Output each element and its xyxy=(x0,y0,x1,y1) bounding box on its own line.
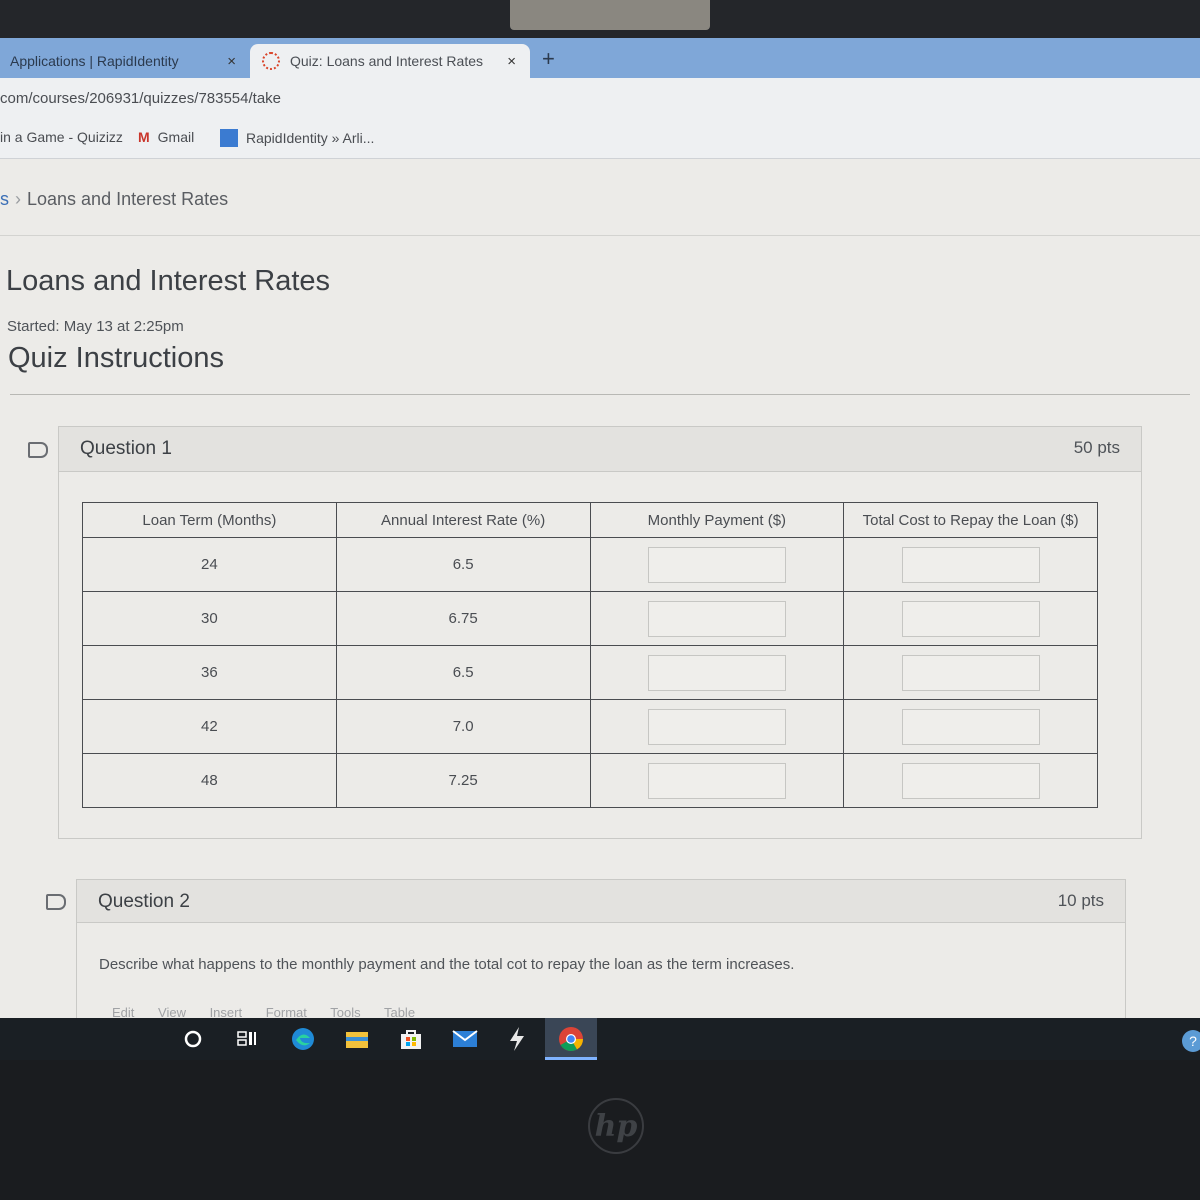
question-1 xyxy=(58,426,1142,839)
breadcrumb-current[interactable]: Loans and Interest Rates xyxy=(27,189,229,209)
table-row xyxy=(83,700,1098,754)
loan-term-cell: 36 xyxy=(83,646,337,700)
help-icon[interactable]: ? xyxy=(1182,1030,1200,1052)
monthly-payment-input[interactable] xyxy=(648,547,786,583)
total-cost-input[interactable] xyxy=(902,763,1040,799)
tab-applications[interactable] xyxy=(0,44,250,78)
mail-icon[interactable] xyxy=(452,1026,478,1052)
interest-rate-cell: 7.25 xyxy=(336,754,590,808)
camera-cover xyxy=(510,0,710,30)
bookmark-rapididentity[interactable] xyxy=(220,129,374,147)
started-time: Started: May 13 at 2:25pm xyxy=(7,318,184,335)
monthly-payment-cell xyxy=(590,646,844,700)
page-title: Loans and Interest Rates xyxy=(6,265,331,297)
page-content xyxy=(0,159,1200,1018)
breadcrumb-prefix[interactable]: s xyxy=(0,189,9,209)
loan-table xyxy=(82,502,1098,808)
screen xyxy=(0,38,1200,1018)
cortana-icon[interactable] xyxy=(180,1026,206,1052)
close-tab-icon[interactable]: × xyxy=(227,52,236,70)
file-explorer-icon[interactable] xyxy=(344,1026,370,1052)
loan-term-cell: 30 xyxy=(83,592,337,646)
question-header xyxy=(77,880,1125,923)
editor-menubar[interactable]: Edit View Insert Format Tools Table xyxy=(112,1005,416,1018)
flag-question-icon[interactable] xyxy=(28,442,48,458)
total-cost-input[interactable] xyxy=(902,709,1040,745)
loan-term-cell: 42 xyxy=(83,700,337,754)
loan-term-cell: 48 xyxy=(83,754,337,808)
bookmarks-bar xyxy=(0,120,1200,159)
total-cost-input[interactable] xyxy=(902,655,1040,691)
table-row xyxy=(83,538,1098,592)
url-text[interactable]: com/courses/206931/quizzes/783554/take xyxy=(0,90,282,107)
question-text: Describe what happens to the monthly payment and the total cot to repay the loan as the term increases. xyxy=(99,956,795,973)
question-2 xyxy=(76,879,1126,1018)
table-row xyxy=(83,754,1098,808)
address-bar[interactable] xyxy=(0,78,1200,120)
monthly-payment-input[interactable] xyxy=(648,709,786,745)
column-header: Total Cost to Repay the Loan ($) xyxy=(844,503,1098,538)
breadcrumb xyxy=(0,189,228,210)
laptop-bezel-top xyxy=(0,0,1200,38)
total-cost-input[interactable] xyxy=(902,547,1040,583)
tab-quiz[interactable] xyxy=(250,44,530,78)
divider xyxy=(0,235,1200,236)
interest-rate-cell: 6.75 xyxy=(336,592,590,646)
chrome-icon[interactable] xyxy=(558,1026,584,1052)
total-cost-cell xyxy=(844,592,1098,646)
monthly-payment-input[interactable] xyxy=(648,763,786,799)
question-title: Question 1 xyxy=(80,438,172,459)
task-view-icon[interactable] xyxy=(234,1026,260,1052)
column-header: Monthly Payment ($) xyxy=(590,503,844,538)
question-points: 50 pts xyxy=(1073,438,1120,457)
table-row xyxy=(83,592,1098,646)
bookmark-gmail[interactable] xyxy=(138,129,194,145)
monthly-payment-cell xyxy=(590,700,844,754)
new-tab-button[interactable]: + xyxy=(542,46,555,71)
store-icon[interactable] xyxy=(398,1026,424,1052)
interest-rate-cell: 7.0 xyxy=(336,700,590,754)
hp-logo: hp xyxy=(588,1098,644,1154)
question-points: 10 pts xyxy=(1057,891,1104,910)
bookmark-quizizz[interactable] xyxy=(0,129,123,145)
rapididentity-icon xyxy=(220,129,238,147)
tab-label: Quiz: Loans and Interest Rates xyxy=(290,53,483,69)
windows-taskbar xyxy=(0,1018,1200,1060)
table-row xyxy=(83,646,1098,700)
close-tab-icon[interactable]: × xyxy=(507,52,516,70)
total-cost-cell xyxy=(844,538,1098,592)
interest-rate-cell: 6.5 xyxy=(336,646,590,700)
divider xyxy=(10,394,1190,395)
total-cost-cell xyxy=(844,700,1098,754)
edge-icon[interactable] xyxy=(290,1026,316,1052)
interest-rate-cell: 6.5 xyxy=(336,538,590,592)
browser-tab-strip xyxy=(0,38,1200,78)
question-title: Question 2 xyxy=(98,891,190,912)
gmail-icon: M xyxy=(138,129,150,145)
laptop-bezel-bottom xyxy=(0,1060,1200,1200)
column-header: Annual Interest Rate (%) xyxy=(336,503,590,538)
monthly-payment-cell xyxy=(590,538,844,592)
bookmark-label: in a Game - Quizizz xyxy=(0,129,123,145)
monthly-payment-cell xyxy=(590,592,844,646)
quiz-instructions-heading: Quiz Instructions xyxy=(8,342,224,374)
monthly-payment-cell xyxy=(590,754,844,808)
bookmark-label: Gmail xyxy=(157,129,195,145)
question-header xyxy=(59,427,1141,472)
flag-question-icon[interactable] xyxy=(46,894,66,910)
table-header-row xyxy=(83,503,1098,538)
total-cost-cell xyxy=(844,646,1098,700)
loan-term-cell: 24 xyxy=(83,538,337,592)
monthly-payment-input[interactable] xyxy=(648,655,786,691)
column-header: Loan Term (Months) xyxy=(83,503,337,538)
breadcrumb-separator: › xyxy=(15,189,21,209)
total-cost-input[interactable] xyxy=(902,601,1040,637)
bookmark-label: RapidIdentity » Arli... xyxy=(246,130,375,146)
monthly-payment-input[interactable] xyxy=(648,601,786,637)
tab-label: Applications | RapidIdentity xyxy=(10,53,179,69)
power-automate-icon[interactable] xyxy=(504,1026,530,1052)
total-cost-cell xyxy=(844,754,1098,808)
loading-icon xyxy=(262,52,280,70)
